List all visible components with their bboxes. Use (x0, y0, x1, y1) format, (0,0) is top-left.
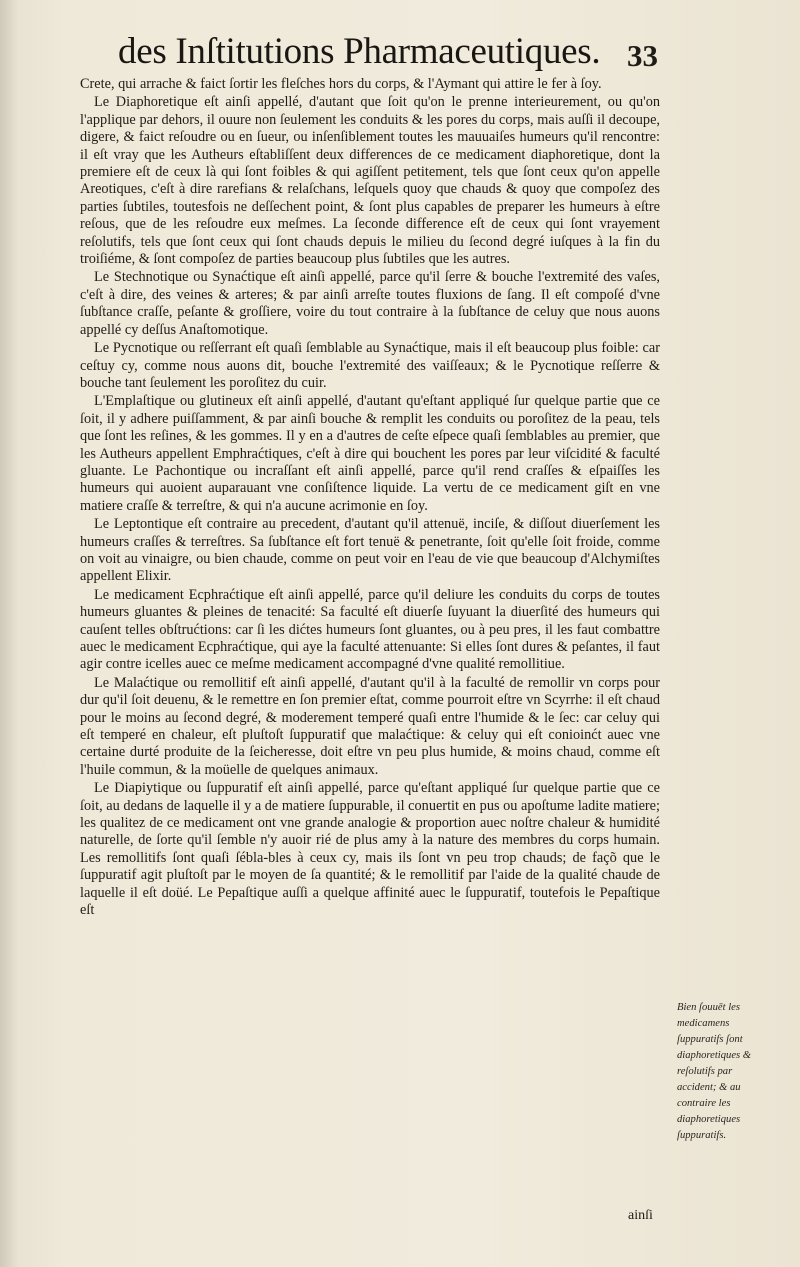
running-title: des Inſtitutions Pharmaceutiques. (118, 31, 601, 72)
paragraph: Le Leptontique eſt contraire au precedent, d'autant qu'il attenuë, inciſe, & diſſout diuerſement les humeurs craſſes & terreſtres. Sa ſubſtance eſt fort tenuë & penetrante, ſoit qu'elle ſoit froide, comme on voit au vinaigre, ou bien chaude, comme on peut voir en l'eau de vie que beaucoup d'Alchymiſtes appellent Elixir. (80, 516, 660, 585)
paragraph: Le Diaphoretique eſt ainſi appellé, d'autant que ſoit qu'on le prenne interieurement, ou qu'on l'applique par dehors, il ouure non ſeulement les conduits & les pores du corps, mais auſſi il decoupe, digere, & faict reſoudre ou en ſueur, ou inſenſiblement toutes les mauuaiſes humeurs qu'il rencontre: il eſt vray que les Autheurs eſtabliſſent deux differences de ce medicament diaphoretique, dont la premiere eſt de ceux là qui ſont foibles & qui agiſſent petitement, tels que ſont ceux qu'on appelle Areotiques, c'eſt à dire rarefians & relaſchans, leſquels quoy que chauds & quoy que compoſez des parties ſubtiles, toutesfois ne deſſechent point, & ſont plus capables de preparer les humeurs à eſtre reſous, que de les reſoudre eux meſmes. La ſeconde difference eſt de ceux qui ſont vrayement reſolutifs, tels que ſont ceux qui ſont chauds depuis le milieu du ſecond degré iuſques à la fin du troiſiéme, & ſont compoſez de parties beaucoup plus ſubtiles que les autres. (80, 94, 660, 268)
paragraph: Le Malaćtique ou remollitif eſt ainſi appellé, d'autant qu'il à la faculté de remollir vn corps pour dur qu'il ſoit deuenu, & le remettre en ſon premier eſtat, comme pourroit eſtre vn Scyrrhe: il eſt chaud pour le moins au ſecond degré, & moderement temperé quaſi entre l'humide & le ſec: car celuy qui eſt temperé en chaleur, eſt pluſtoſt ſuppuratif que malaćtique: & celuy qui eſt conioinćt auec vne certaine durté produite de la ſeicheresse, doit eſtre vn peu plus humide, & moins chaud, comme eſt l'huile commun, & la moüelle de quelques animaux. (80, 674, 660, 778)
gutter-shadow (0, 0, 18, 1267)
paragraph: Le Diapiytique ou ſuppuratif eſt ainſi appellé, parce qu'eſtant appliqué ſur quelque partie que ce ſoit, au dedans de laquelle il y a de matiere ſuppurable, il conuertit en pus ou apoſtume ladite matiere; les qualitez de ce medicament ont vne grande analogie & proportion auec noſtre chaleur & humidité naturelle, de ſorte qu'il ſemble n'y auoir rié de plus amy à la nature des membres du corps humain. Les remollitifs ſont quaſi ſébla-bles à ceux cy, mais ils ſont vn peu trop chauds; de façõ que le ſuppuratif agit pluſtoſt par le moyen de ſa quantité; & le remollitif par l'aide de la qualité chaude de laquelle il eſt doüé. Le Pepaſtique auſſi a quelque affinité auec le ſuppuratif, toutefois le Pepaſtique eſt (80, 780, 660, 919)
page-number: 33 (627, 38, 658, 73)
catchword: ainſi (628, 1208, 653, 1223)
page-header (118, 30, 658, 76)
paragraph: Crete, qui arrache & faict ſortir les fleſches hors du corps, & l'Aymant qui attire le fer à ſoy. (80, 76, 602, 92)
paragraph: L'Emplaſtique ou glutineux eſt ainſi appellé, d'autant qu'eſtant appliqué ſur quelque partie que ce ſoit, il y adhere puiſſamment, & par ainſi bouche & remplit les conduits ou poroſitez de la peau, tels que ſont les reſines, & les gommes. Il y en a d'autres de ceſte eſpece quaſi ſemblables au premier, que les Autheurs appellent Emphraćtiques, c'eſt à dire qui bouchent les pores par leur viſcidité & faculté gluante. Le Pachontique ou incraſſant eſt ainſi appellé, parce qu'il rend craſſes & eſpaiſſes les humeurs qui auoient auparauant vne conſiſtence liquide. La vertu de ce medicament giſt en vne matiere craſſe & terreſtre, & qui n'a aucune acrimonie en ſoy. (80, 393, 660, 514)
marginal-note: Bien ſouuēt les medicamens ſuppuratifs ſont diaphoretiques & reſolutifs par accident; & au contraire les diaphoretiques ſuppuratifs. (677, 1002, 752, 1141)
paragraph: Le Pycnotique ou reſſerrant eſt quaſi ſemblable au Synaćtique, mais il eſt beaucoup plus foible: car ceſtuy cy, comme nous auons dit, bouche l'extremité des vaiſſeaux; & le Pycnotique reſſerre & bouche tant ſeulement les poroſitez du cuir. (80, 340, 660, 391)
body-text (80, 76, 660, 921)
paragraph: Le medicament Ecphraćtique eſt ainſi appellé, parce qu'il deliure les conduits du corps de toutes humeurs gluantes & pleines de tenacité: Sa faculté eſt diuerſe ſuyuant la diuerſité des humeurs qui cauſent telles obſtrućtions: car ſi les dićtes humeurs ſont gluantes, ou à peu pres, il les faut combattre auec le medicament Ecphraćtique, qui aye la faculté attenuante: Si elles ſont dures & peſantes, il faut agir contre icelles auec ce meſme medicament accompagné d'vne qualité remollitiue. (80, 586, 660, 673)
paragraph: Le Stechnotique ou Synaćtique eſt ainſi appellé, parce qu'il ſerre & bouche l'extremité des vaſes, c'eſt à dire, des veines & arteres; & par ainſi arreſte toutes fluxions de ſang. Il eſt compoſé d'vne ſubſtance craſſe, peſante & groſſiere, voire du tout contraire à la ſubſtance de celuy que nous auons appellé cy deſſus Anaſtomotique. (80, 269, 660, 338)
